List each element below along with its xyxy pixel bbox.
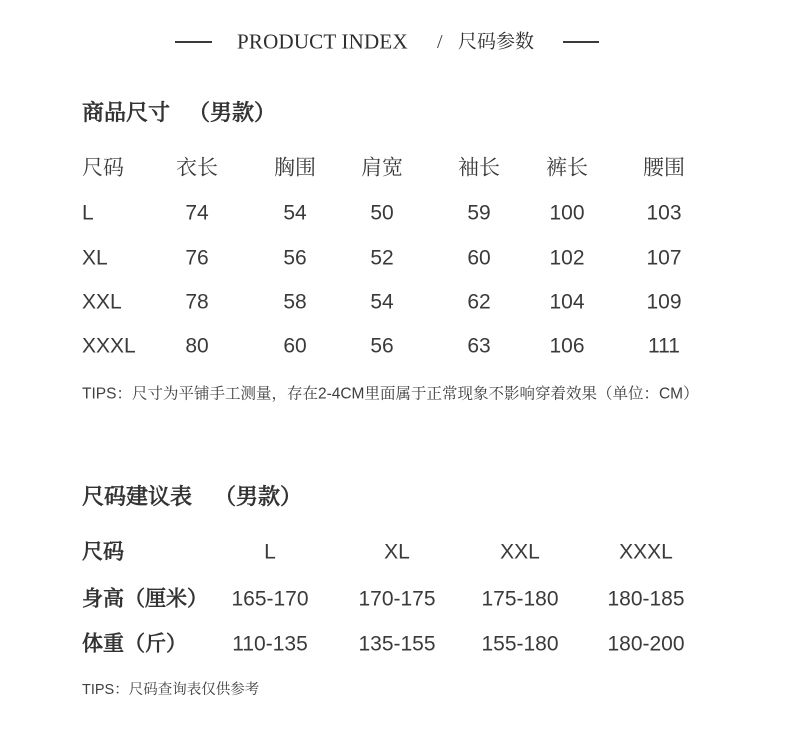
header-title-en: PRODUCT INDEX <box>237 29 408 54</box>
section-title: 商品尺寸 <box>82 100 171 125</box>
size-table-value-cell: 104 <box>549 290 585 314</box>
size-table-value-cell: 78 <box>185 290 209 314</box>
size-table-size-label: XL <box>82 246 108 270</box>
size-table-value-cell: 52 <box>370 246 394 270</box>
size-table-value-cell: 76 <box>185 246 209 270</box>
header-line-left <box>175 41 212 43</box>
size-table-value-cell: 103 <box>646 201 682 225</box>
size-guide-value-cell: 170-175 <box>358 587 436 611</box>
header-separator: / <box>437 31 443 53</box>
size-guide-value-cell: 155-180 <box>481 632 559 656</box>
size-table-value-cell: 109 <box>646 290 682 314</box>
size-table-tips: TIPS：尺寸为平铺手工测量，存在2-4CM里面属于正常现象不影响穿着效果（单位：CM） <box>82 385 699 403</box>
size-table-value-cell: 111 <box>648 334 680 358</box>
size-table-header-cell: 裤长 <box>546 156 588 180</box>
size-guide-header-cell: XXXL <box>619 540 673 564</box>
size-table-header-cell: 尺码 <box>82 156 124 180</box>
size-table-size-label: XXL <box>82 290 122 314</box>
size-table-header-cell: 胸围 <box>274 156 316 180</box>
size-guide-value-cell: 110-135 <box>232 632 308 656</box>
size-table-value-cell: 107 <box>646 246 682 270</box>
size-table-value-cell: 80 <box>185 334 209 358</box>
size-table-size-label: XXXL <box>82 334 136 358</box>
size-table-value-cell: 50 <box>370 201 394 225</box>
size-table-value-cell: 102 <box>549 246 585 270</box>
size-guide-value-cell: 180-185 <box>607 587 685 611</box>
header-title-cn: 尺码参数 <box>458 31 535 53</box>
size-table-value-cell: 63 <box>467 334 491 358</box>
size-guide-value-cell: 165-170 <box>231 587 309 611</box>
section-title: 尺码建议表 <box>82 484 193 509</box>
size-guide-header-cell: L <box>264 540 276 564</box>
size-table-value-cell: 59 <box>467 201 491 225</box>
section-tag: （男款） <box>188 100 277 125</box>
size-guide-value-cell: 175-180 <box>481 587 559 611</box>
size-table-value-cell: 60 <box>283 334 307 358</box>
size-guide-header-cell: XL <box>384 540 410 564</box>
size-guide-value-cell: 180-200 <box>607 632 685 656</box>
size-table-header-cell: 衣长 <box>176 156 218 180</box>
size-table-value-cell: 56 <box>370 334 394 358</box>
size-table-value-cell: 58 <box>283 290 307 314</box>
size-table-value-cell: 60 <box>467 246 491 270</box>
header-line-right <box>563 41 599 43</box>
section-tag: （男款） <box>214 484 303 509</box>
size-guide-header-cell: 尺码 <box>82 540 124 564</box>
size-guide-row-label: 身高（厘米） <box>82 587 208 611</box>
size-guide-tips: TIPS：尺码查询表仅供参考 <box>82 681 260 698</box>
size-table-value-cell: 106 <box>549 334 585 358</box>
size-table-header-cell: 肩宽 <box>361 156 403 180</box>
size-guide-value-cell: 135-155 <box>358 632 436 656</box>
size-table-value-cell: 54 <box>370 290 394 314</box>
size-table-value-cell: 100 <box>549 201 585 225</box>
size-guide-row-label: 体重（斤） <box>82 632 187 656</box>
size-guide-header-cell: XXL <box>500 540 540 564</box>
size-table-header-cell: 袖长 <box>458 156 500 180</box>
size-table-value-cell: 54 <box>283 201 307 225</box>
size-table-value-cell: 74 <box>185 201 209 225</box>
size-table-header-cell: 腰围 <box>643 156 685 180</box>
size-table-value-cell: 56 <box>283 246 307 270</box>
size-table-value-cell: 62 <box>467 290 491 314</box>
size-table-size-label: L <box>82 201 94 225</box>
